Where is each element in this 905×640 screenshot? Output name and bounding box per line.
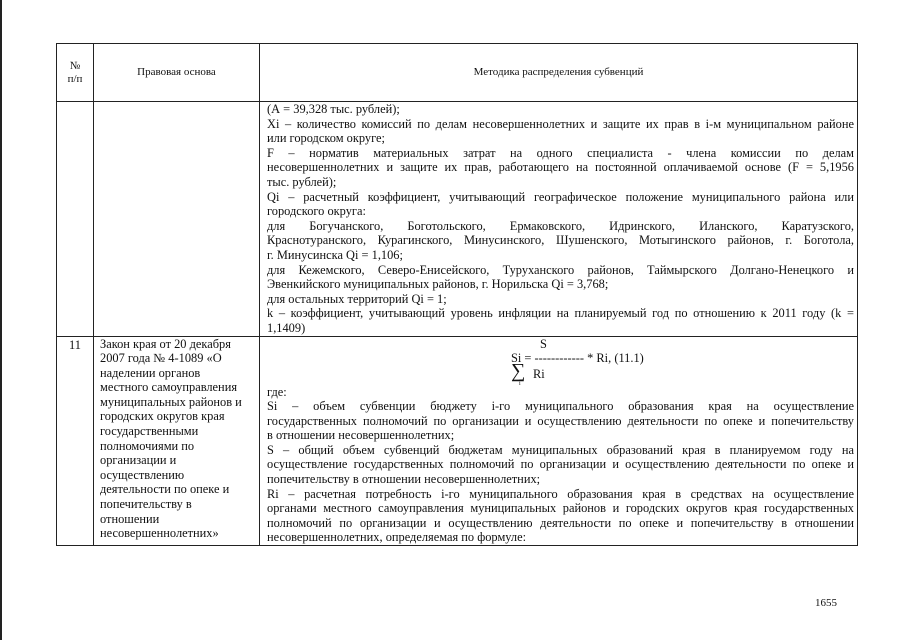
method-line: 1,1409)	[267, 320, 306, 335]
header-method: Методика распределения субвенций	[260, 44, 858, 102]
table-row	[57, 336, 858, 546]
law-line: отношении	[100, 511, 160, 526]
method-line: Si – объем субвенции бюджету i-го муниципального образования края на осуществление	[267, 399, 854, 414]
law-line: местного самоуправления	[100, 380, 238, 395]
method-line: тыс. рублей);	[267, 174, 337, 189]
method-line: несовершеннолетних и защите их прав, работающего на постоянной оплачиваемой основе (F = 5,1956	[267, 160, 854, 175]
law-line: организации и	[100, 453, 177, 468]
page-edge-line	[0, 0, 2, 640]
method-line: государственных полномочий по организации и осуществлению деятельности по опеке и попечительству	[267, 413, 854, 428]
formula-numerator: S	[540, 336, 547, 351]
method-line: Краснотуранского, Курагинского, Минусинского, Шушенского, Мотыгинского районов, г. Боготола,	[267, 233, 854, 248]
method-line: в отношении несовершеннолетних;	[267, 428, 455, 443]
method-line: для Богучанского, Боготольского, Ермаковского, Идринского, Иланского, Каратузского,	[267, 218, 854, 233]
row2-method-cell	[260, 336, 858, 546]
law-line: полномочиями по	[100, 438, 195, 453]
method-line: несовершеннолетних, определяемая по формуле:	[267, 530, 527, 545]
method-line: Эвенкийского муниципальных районов, г. Норильска Qi = 3,768;	[267, 277, 609, 292]
page-number: 1655	[815, 597, 837, 609]
law-line: муниципальных районов и	[100, 394, 242, 409]
row1-method-cell	[260, 102, 858, 337]
method-line: попечительству в отношении несовершеннолетних;	[267, 472, 541, 487]
law-line: наделении органов	[100, 365, 201, 380]
method-line: органами местного самоуправления муниципальных районов и городских округов края государственных	[267, 501, 854, 516]
row1-law-cell	[94, 102, 260, 337]
law-line: осуществлению	[100, 467, 185, 482]
subsidy-table	[56, 43, 858, 546]
law-line: деятельности по опеке и	[100, 482, 230, 497]
method-line: для остальных территорий Qi = 1;	[267, 291, 447, 306]
row1-number-cell	[57, 102, 94, 337]
law-line: попечительству в	[100, 497, 192, 512]
formula-main-line: Si = ------------ * Ri, (11.1)	[511, 350, 644, 365]
law-line: несовершеннолетних»	[100, 526, 219, 541]
header-legal-basis: Правовая основа	[94, 44, 260, 102]
method-line: полномочий по организации и осуществлению деятельности по опеке и попечительству в отношении	[267, 515, 854, 530]
law-line: Закон края от 20 декабря	[100, 336, 231, 351]
method-line: Xi – количество комиссий по делам несовершеннолетних и защите их прав в i-м муниципальном районе	[267, 116, 854, 131]
method-line: Ri – расчетная потребность i-го муниципального образования края в средствах на осуществление	[267, 486, 854, 501]
method-line: г. Минусинска Qi = 1,106;	[267, 247, 403, 262]
row2-number-cell: 11	[57, 336, 94, 546]
method-line: S – общий объем субвенций бюджетам муниципальных образований края в планируемом году на	[267, 442, 854, 457]
method-line: где:	[267, 384, 287, 399]
header-number-abbr: п/п	[67, 72, 83, 85]
method-line: для Кежемского, Северо-Енисейского, Туруханского районов, Таймырского Долгано-Ненецкого и	[267, 262, 854, 277]
method-line: Qi – расчетный коэффициент, учитывающий географическое положение муниципального района или	[267, 189, 854, 204]
method-line: городского округа:	[267, 204, 366, 219]
formula-denominator: Ri	[533, 366, 545, 381]
formula-11-1	[267, 337, 854, 385]
method-line: или городском округе;	[267, 131, 385, 146]
sum-subscript: i	[519, 380, 521, 387]
table-header-row	[57, 44, 858, 102]
method-line: осуществление государственных полномочий по организации и осуществлению деятельности по опеке и	[267, 457, 854, 472]
method-line: (А = 39,328 тыс. рублей);	[267, 102, 400, 116]
header-number	[57, 44, 94, 102]
row2-law-cell	[94, 336, 260, 546]
law-line: государственными	[100, 424, 199, 439]
header-number-symbol: №	[69, 59, 81, 72]
sum-symbol: ∑	[511, 359, 526, 382]
table-row	[57, 102, 858, 337]
method-line: k – коэффициент, учитывающий уровень инфляции на планируемый год по отношению к 2011 году (k =	[267, 306, 854, 321]
law-line: 2007 года № 4-1089 «О	[100, 351, 222, 366]
law-line: городских округов края	[100, 409, 225, 424]
method-line: F – норматив материальных затрат на одного специалиста - члена комиссии по делам	[267, 145, 854, 160]
